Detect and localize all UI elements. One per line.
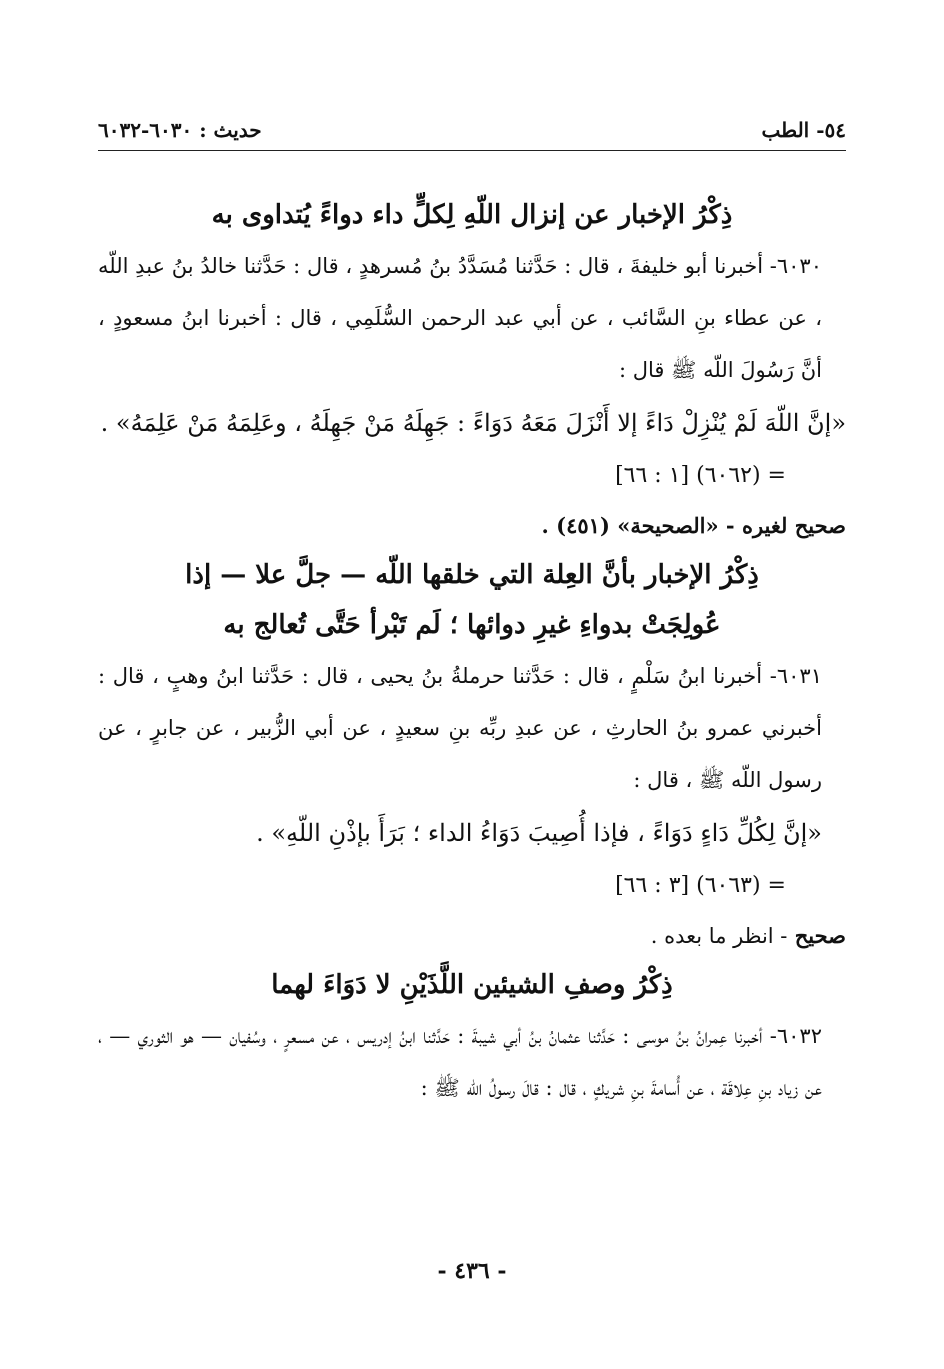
hadith-6030-matn: «إنَّ اللّهَ لَمْ يُنْزِلْ دَاءً إلا أَنْزَلَ مَعَهُ دَوَاءً : جَهِلَهُ مَنْ جَهِلَهُ ، وعَلِمَهُ مَنْ عَلِمَهُ» . bbox=[100, 409, 846, 437]
header-divider bbox=[98, 150, 846, 151]
hadith-range: حديث : ٦٠٣٠-٦٠٣٢ bbox=[98, 118, 262, 142]
page-body bbox=[98, 190, 846, 1114]
grade-note: - انظر ما بعده . bbox=[650, 924, 788, 948]
section-heading-2-line-1: ذِكْرُ الإخبار بأنَّ العِلة التي خلقها اللّه — جلَّ علا — إذا bbox=[185, 560, 759, 590]
hadith-6031-reference: = (٦٠٦٣) [٣ : ٦٦] bbox=[615, 873, 786, 898]
section-heading-2-line-2: عُولِجَتْ بدواءِ غيرِ دوائها ؛ لَم تَبْرأ حَتَّى تُعالج به bbox=[223, 610, 721, 640]
section-heading-1: ذِكْرُ الإخبار عن إنزال اللّهِ لِكلٍّ داء دواءً يُتداوى به bbox=[211, 200, 733, 230]
hadith-6031-matn: «إنَّ لِكُلِّ دَاءٍ دَوَاءً ، فإذا أُصِيبَ دَوَاءُ الداء ؛ بَرَأَ بإذْنِ اللّهِ» . bbox=[256, 819, 822, 847]
hadith-6030-grade: صحيح لغيره - «الصحيحة» (٤٥١) . bbox=[541, 513, 846, 538]
hadith-6031-isnad: ٦٠٣١- أخبرنا ابنُ سَلْمٍ ، قال : حَدَّثنا حرملةُ بنُ يحيى ، قال : حَدَّثنا ابنُ وهبٍ ، قال : أخبرني عمرو بنُ الحارثِ ، عن عبدِ ربِّه بنِ سعيدٍ ، عن أبي الزُّبير ، عن جابرٍ ، عن رسول اللّه ﷺ ، قال : bbox=[98, 664, 822, 792]
running-header bbox=[98, 112, 846, 148]
hadith-6032-isnad: ٦٠٣٢- أخبرنا عِمرانُ بنُ موسى : حَدَّثنا عثمانُ بنُ أبي شيبةَ : حَدَّثنا ابنُ إدريس ، عن مسعرٍ ، وسُفيان — هو الثوري — ، عن زياد بنِ عِلاقَة ، عن أُسامةَ بنِ شريكٍ ، قال : قالَ رسولُ اللّه ﷺ : bbox=[98, 1024, 822, 1100]
chapter-title: ٥٤- الطب bbox=[761, 118, 846, 142]
grade-label: صحيح bbox=[794, 923, 846, 948]
hadith-6030-isnad: ٦٠٣٠- أخبرنا أبو خليفةَ ، قال : حَدَّثنا مُسَدَّدُ بنُ مُسرهدٍ ، قال : حَدَّثنا خالدُ بنُ عبدِ اللّه ، عن عطاء بنِ السَّائب ، عن أبي عبد الرحمن السُّلَمِي ، قال : أخبرنا ابنُ مسعودٍ ، أنَّ رَسُولَ اللّه ﷺ قال : bbox=[98, 254, 822, 382]
hadith-6031-grade bbox=[98, 912, 846, 960]
section-heading-2 bbox=[98, 550, 846, 650]
hadith-6030-reference: = (٦٠٦٢) [١ : ٦٦] bbox=[615, 463, 786, 488]
section-heading-3: ذِكْرُ وصفِ الشيئين اللَّذَيْنِ لا دَوَاءَ لهما bbox=[271, 970, 673, 1000]
page-number: - ٤٣٦ - bbox=[437, 1258, 507, 1284]
